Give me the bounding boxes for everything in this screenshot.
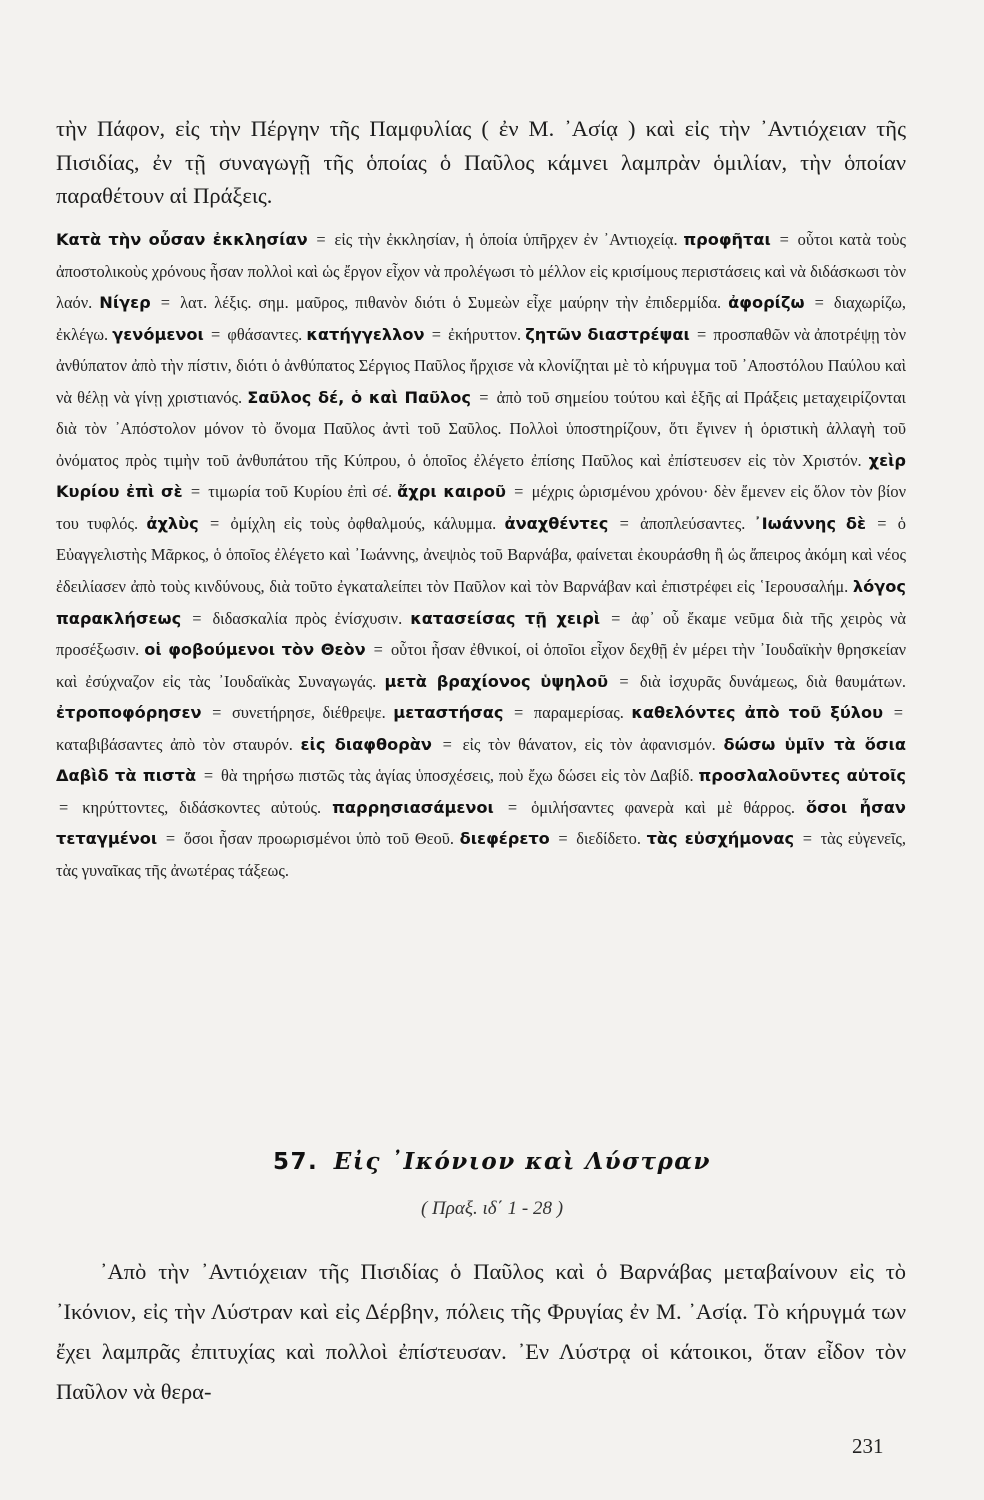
equals-sign: =: [212, 703, 222, 723]
glossary-term: ζητῶν διαστρέψαι: [525, 324, 690, 344]
glossary-definition: μέχρις ὡρισμένου χρόνου· δὲν ἔμενεν εἰς ὅλον τὸν βίον του τυφλός.: [56, 482, 906, 533]
glossary-definition: οὗτοι ἦσαν ἐθνικοί, οἱ ὁποῖοι εἶχον δεχθῇ ἐν μέρει τὴν ᾿Ιουδαϊκὴν θρησκείαν καὶ ἐσύχναζον εἰς τὰς ᾿Ιουδαϊκὰς Συναγωγάς.: [56, 640, 906, 691]
glossary-term: Σαῦλος δέ, ὁ καὶ Παῦλος: [247, 387, 472, 407]
glossary-term: ᾿Ιωάννης δὲ: [753, 513, 866, 533]
equals-sign: =: [514, 482, 524, 502]
equals-sign: =: [160, 293, 171, 313]
equals-sign: =: [877, 513, 887, 533]
section-title: Εἰς ᾿Ικόνιον καὶ Λύστραν: [333, 1148, 711, 1175]
glossary-term: τὰς εὐσχήμονας: [646, 829, 795, 849]
glossary-definition: οὗτοι κατὰ τοὺς ἀποστολικοὺς χρόνους ἦσαν πολλοὶ καὶ ὡς ἔργον εἶχον νὰ προλέγωσι τὸ μέλλον εἰς κρισίμους περιστάσεις καὶ νὰ διδάσκωσι τὸν λαόν.: [56, 230, 907, 313]
equals-sign: =: [611, 608, 621, 628]
glossary-definition: διδασκαλία πρὸς ἐνίσχυσιν.: [212, 608, 411, 628]
glossary-term: ὅσοι ἦσαν τεταγμένοι: [56, 797, 906, 849]
glossary-definition: ὅσοι ἦσαν προωρισμένοι ὑπὸ τοῦ Θεοῦ.: [183, 829, 460, 849]
glossary-term: ἐτροποφόρησεν: [56, 703, 202, 723]
glossary-definition: ἀποπλεύσαντες.: [640, 513, 754, 533]
glossary-term: ἀχλὺς: [146, 513, 199, 533]
glossary-definition: διὰ ἰσχυρᾶς δυνάμεως, διὰ θαυμάτων.: [639, 671, 906, 691]
glossary-definition: ὁ Εὐαγγελιστὴς Μᾶρκος, ὁ ὁποῖος ἐλέγετο καὶ ᾿Ιωάννης, ἀνεψιὸς τοῦ Βαρνάβα, φαίνεται ἐκουράσθη ἢ ὡς ἄπειρος ἀκόμη καὶ νέος ἐδειλίασεν ἀπὸ τοὺς κινδύνους, διὰ τοῦτο ἐγκαταλείπει τὸν Παῦλον καὶ τὸν Βαρνάβαν καὶ ἐπιστρέφει εἰς ῾Ιερουσαλήμ.: [56, 513, 906, 597]
equals-sign: =: [431, 324, 441, 344]
equals-sign: =: [619, 513, 629, 533]
glossary-definition: ἀφ᾿ οὗ ἔκαμε νεῦμα διὰ τῆς χειρὸς νὰ προσέξωσιν.: [56, 608, 906, 660]
equals-sign: =: [442, 734, 452, 754]
glossary-term: καθελόντες ἀπὸ τοῦ ξύλου: [631, 703, 884, 723]
glossary-term: ἀφορίζω: [728, 293, 805, 313]
glossary-term: οἱ φοβούμενοι τὸν Θεὸν: [144, 640, 366, 660]
glossary-term: κατασείσας τῇ χειρὶ: [410, 608, 601, 628]
glossary-term: δώσω ὑμῖν τὰ ὅσια Δαβὶδ τὰ πιστὰ: [56, 734, 906, 786]
glossary-term: χεὶρ Κυρίου ἐπὶ σὲ: [56, 450, 906, 502]
glossary-definition: παραμερίσας.: [533, 703, 632, 723]
scripture-reference: ( Πραξ. ιδ΄ 1 - 28 ): [420, 1198, 564, 1219]
section-number: 57.: [273, 1149, 319, 1175]
equals-sign: =: [814, 293, 824, 313]
equals-sign: =: [165, 829, 176, 849]
equals-sign: =: [373, 640, 383, 660]
glossary-term: Νίγερ: [99, 293, 151, 313]
glossary-term: παρρησιασάμενοι: [332, 797, 494, 817]
equals-sign: =: [479, 387, 489, 407]
equals-sign: =: [209, 513, 220, 533]
glossary-definition: καταβιβάσαντες ἀπὸ τὸν σταυρόν.: [56, 734, 301, 754]
glossary-term: λόγος παρακλήσεως: [56, 577, 906, 628]
equals-sign: =: [514, 703, 524, 723]
glossary-term: διεφέρετο: [459, 829, 550, 849]
glossary-definition: διαχωρίζω, ἐκλέγω.: [56, 293, 907, 344]
equals-sign: =: [507, 797, 518, 817]
glossary-term: μετὰ βραχίονος ὑψηλοῦ: [384, 671, 609, 691]
glossary-definition: συνετήρησε, διέθρεψε.: [231, 703, 394, 723]
equals-sign: =: [316, 230, 326, 249]
equals-sign: =: [192, 608, 202, 628]
glossary-definition: λατ. λέξις. σημ. μαῦρος, πιθανὸν διότι ὁ Συμεὼν εἶχε μαύρην τὴν ἐπιδερμίδα.: [180, 293, 729, 313]
equals-sign: =: [203, 766, 214, 786]
equals-sign: =: [893, 703, 903, 723]
glossary-definition: ἀπὸ τοῦ σημείου τούτου καὶ ἑξῆς αἱ Πράξεις μεταχειρίζονται διὰ τὸν ᾿Απόστολον μόνον τὸ ὄνομα Παῦλος ἀντὶ τοῦ Σαῦλος. Πολλοὶ ὑποστηρίζουν, ὅτι ἔγινεν ἡ ὁριστικὴ ἀλλαγὴ τοῦ ὀνόματος πρὸς τιμὴν τοῦ ἀνθυπάτου τῆς Κύπρου, ὁ ὁποῖος ἐλέγετο ἐπίσης Παῦλος καὶ ἐπίστευσεν εἰς τὸν Χριστόν.: [56, 387, 906, 470]
equals-sign: =: [696, 324, 707, 344]
equals-sign: =: [211, 324, 221, 344]
equals-sign: =: [190, 482, 201, 502]
glossary: [56, 224, 906, 886]
section-heading: [0, 1148, 984, 1175]
glossary-term: μεταστήσας: [393, 703, 504, 723]
glossary-term: ἄχρι καιροῦ: [397, 482, 506, 502]
glossary-term: εἰς διαφθορὰν: [300, 734, 432, 754]
equals-sign: =: [802, 829, 812, 849]
glossary-term: ἀναχθέντες: [504, 513, 609, 533]
equals-sign: =: [59, 797, 69, 817]
glossary-definition: θὰ τηρήσω πιστῶς τὰς ἁγίας ὑποσχέσεις, ποὺ ἔχω δώσει εἰς τὸν Δαβίδ.: [221, 766, 699, 786]
glossary-definition: ὁμιλήσαντες φανερὰ καὶ μὲ θάρρος.: [531, 797, 806, 817]
glossary-definition: προσπαθῶν νὰ ἀποτρέψῃ τὸν ἀνθύπατον ἀπὸ τὴν πίστιν, διότι ὁ ἀνθύπατος Σέργιος Παῦλος ἤρχισε νὰ κλονίζηται μὲ τὸ κήρυγμα τοῦ ᾿Αποστόλου Παύλου καὶ νὰ θέλῃ νὰ γίνῃ χριστιανός.: [56, 324, 907, 407]
intro-paragraph: τὴν Πάφον, εἰς τὴν Πέργην τῆς Παμφυλίας ( ἐν Μ. ᾿Ασίᾳ ) καὶ εἰς τὴν ᾿Αντιόχειαν τῆς Πισιδίας, ἐν τῇ συναγωγῇ τῆς ὁποίας ὁ Παῦλος κάμνει λαμπρὰν ὁμιλίαν, τὴν ὁποίαν παραθέτουν αἱ Πράξεις.: [56, 116, 906, 208]
glossary-term: γενόμενοι: [112, 324, 204, 344]
glossary-definition: φθάσαντες.: [227, 324, 307, 344]
glossary-term: προσλαλοῦντες αὐτοῖς: [698, 766, 906, 786]
glossary-definition: διεδίδετο.: [576, 829, 647, 849]
glossary-definition: τιμωρία τοῦ Κυρίου ἐπὶ σέ.: [208, 482, 398, 502]
glossary-definition: ἐκήρυττον.: [448, 324, 526, 344]
body-paragraph: ᾿Απὸ τὴν ᾿Αντιόχειαν τῆς Πισιδίας ὁ Παῦλος καὶ ὁ Βαρνάβας μεταβαίνουν εἰς τὸ ᾿Ικόνιον, εἰς τὴν Λύστραν καὶ εἰς Δέρβην, πόλεις τῆς Φρυγίας ἐν Μ. ᾿Ασίᾳ. Τὸ κήρυγμά των ἔχει λαμπρᾶς ἐπιτυχίας καὶ πολλοὶ ἐπίστευσαν. ᾿Εν Λύστρᾳ οἱ κάτοικοι, ὅταν εἶδον τὸν Παῦλον νὰ θερα-: [56, 1259, 906, 1404]
glossary-definition: ὀμίχλη εἰς τοὺς ὀφθαλμούς, κάλυμμα.: [230, 513, 505, 533]
equals-sign: =: [619, 671, 629, 691]
glossary-term: κατήγγελλον: [306, 324, 425, 344]
equals-sign: =: [779, 230, 789, 249]
glossary-term: προφῆται: [683, 230, 771, 249]
glossary-definition: κηρύττοντες, διδάσκοντες αὐτούς.: [82, 797, 333, 817]
glossary-definition: εἰς τὴν ἐκκλησίαν, ἡ ὁποία ὑπῆρχεν ἐν ᾿Αντιοχείᾳ.: [334, 230, 684, 249]
equals-sign: =: [558, 829, 568, 849]
glossary-term: Κατὰ τὴν οὖσαν ἐκκλησίαν: [56, 230, 308, 249]
glossary-definition: τὰς εὐγενεῖς, τὰς γυναῖκας τῆς ἀνωτέρας τάξεως.: [56, 829, 906, 880]
page-number: 231: [852, 1434, 884, 1458]
glossary-definition: εἰς τὸν θάνατον, εἰς τὸν ἀφανισμόν.: [462, 734, 724, 754]
